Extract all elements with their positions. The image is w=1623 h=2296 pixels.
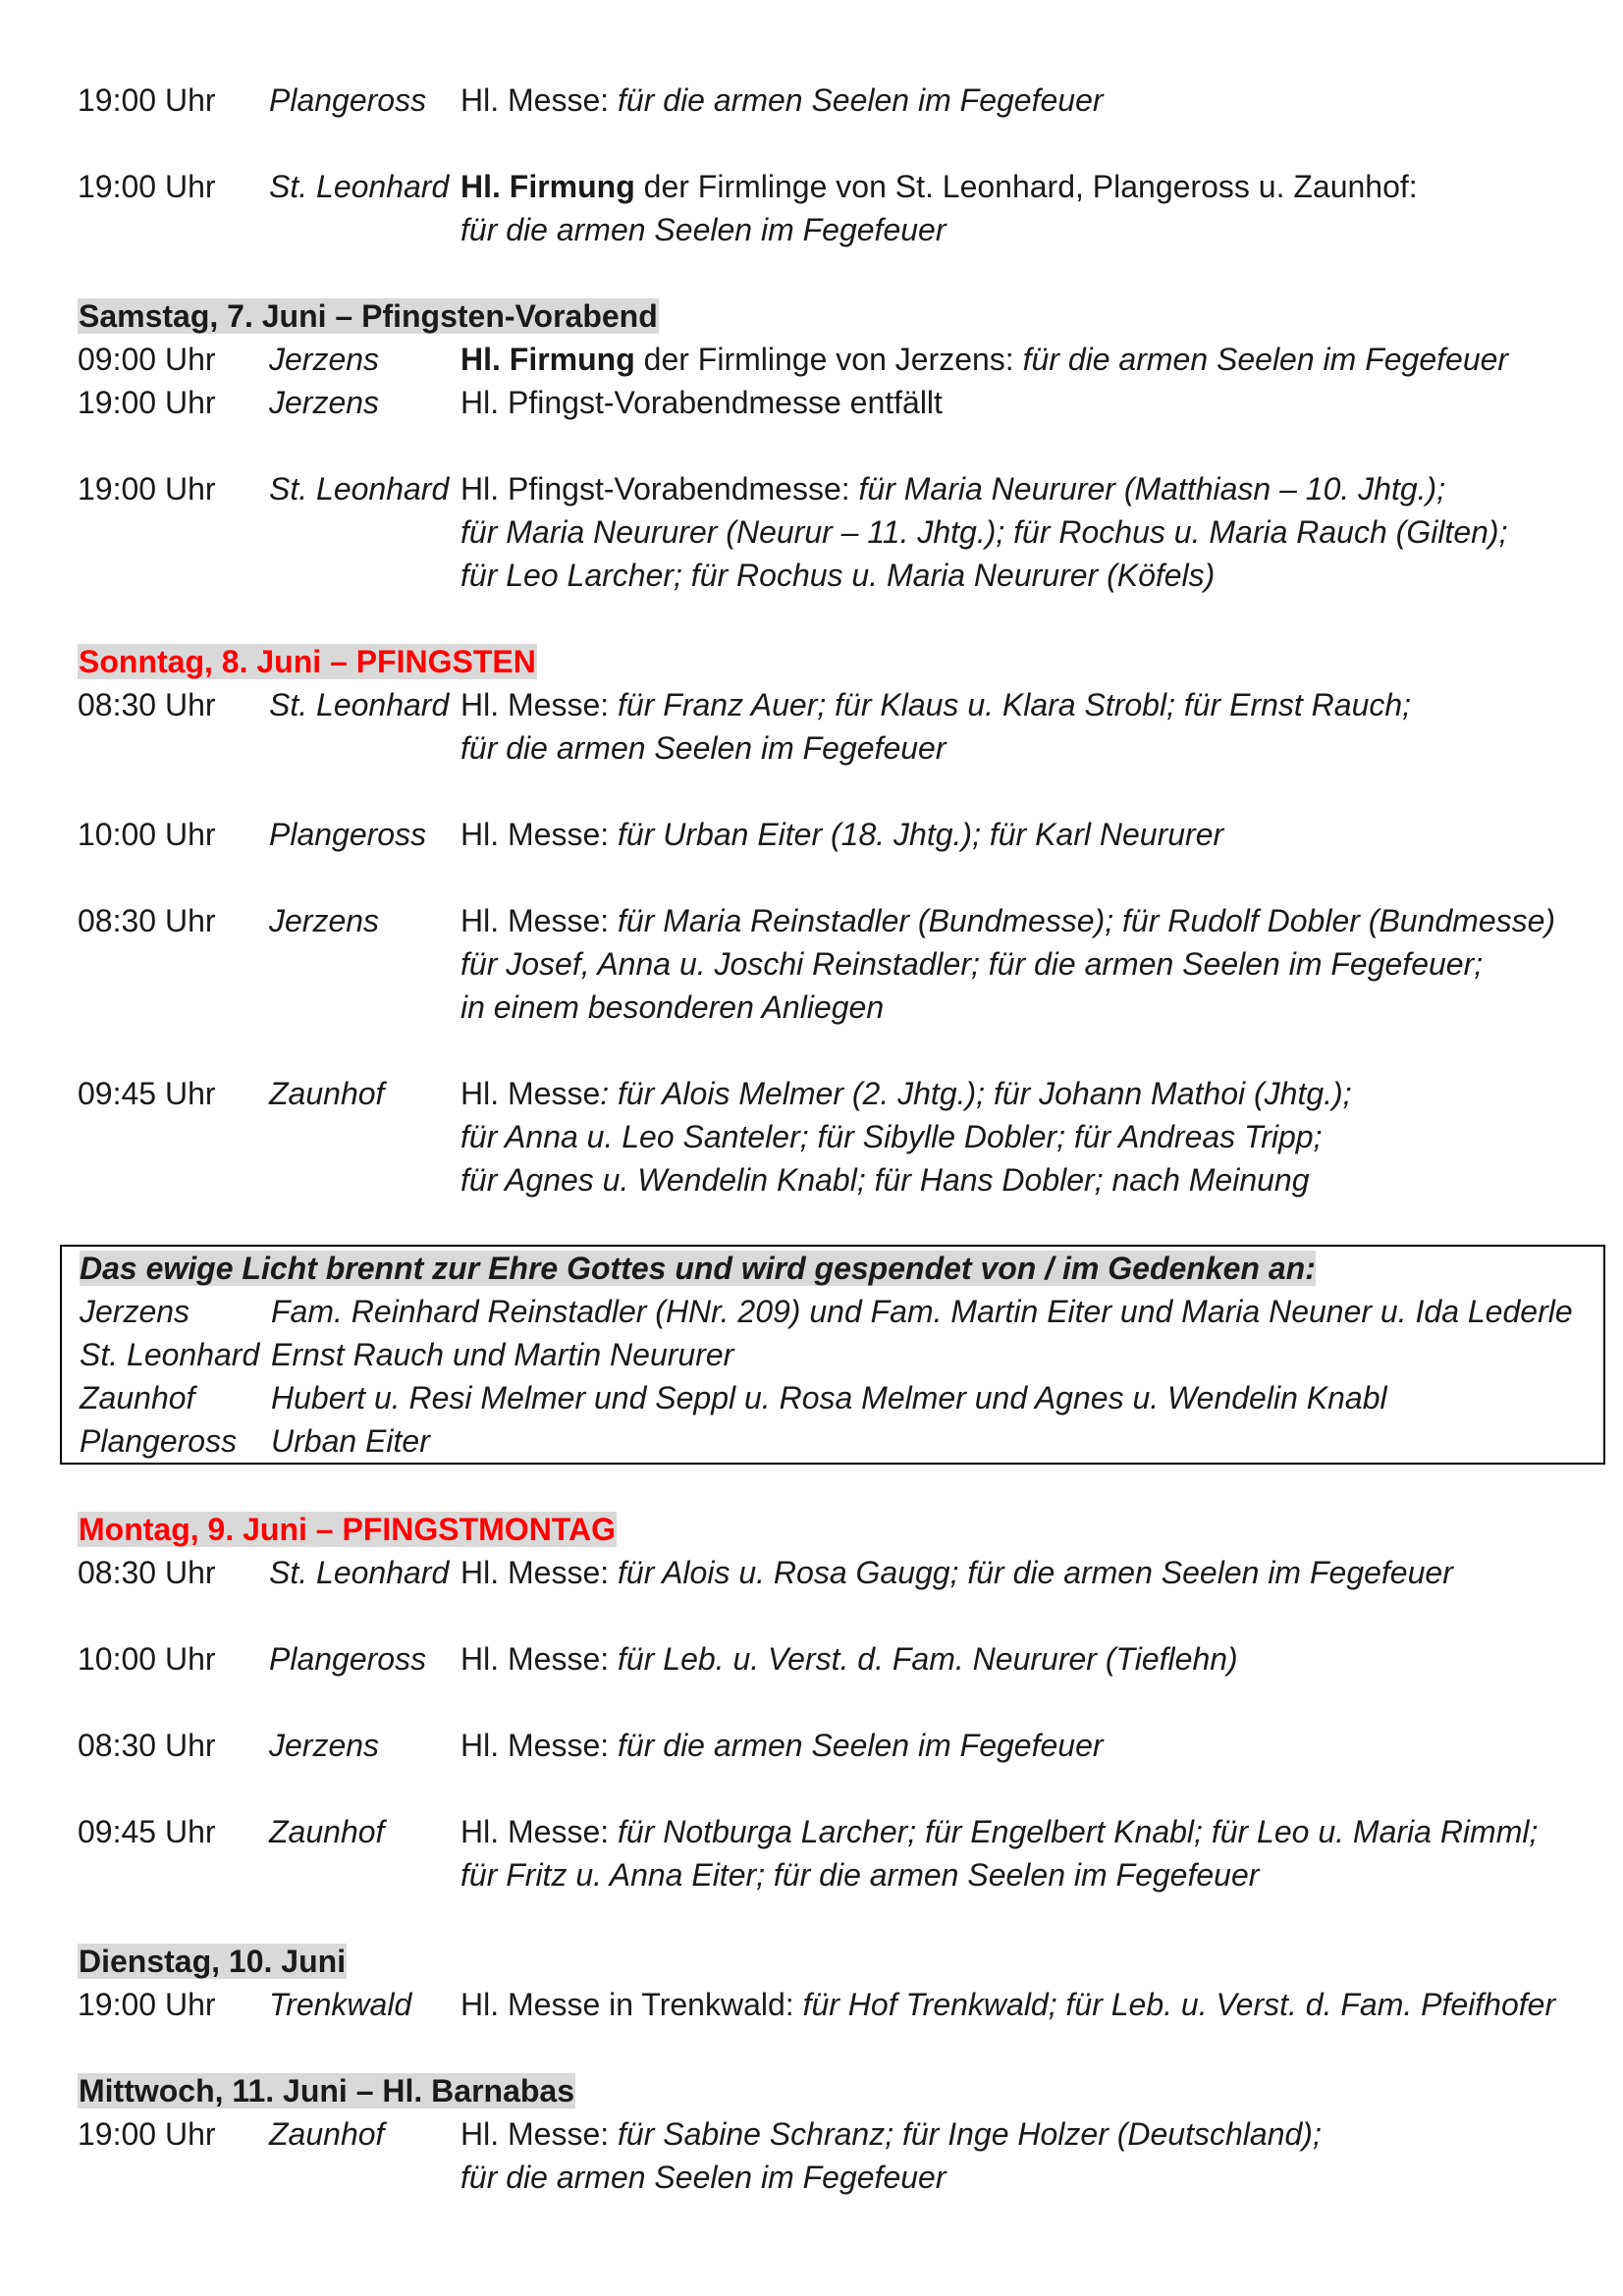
mass-entry-continuation — [78, 1853, 1590, 1896]
mass-entry-continuation — [78, 942, 1590, 986]
mass-entry — [78, 1983, 1590, 2026]
mass-location: St. Leonhard — [269, 1555, 450, 1590]
spacer — [78, 856, 1590, 899]
mass-intention: für Leo Larcher; für Rochus u. Maria Neururer (Köfels) — [460, 558, 1216, 593]
mass-intention: für die armen Seelen im Fegefeuer — [618, 82, 1104, 118]
mass-time: 08:30 Uhr — [78, 903, 216, 938]
mass-intention: für Josef, Anna u. Joschi Reinstadler; für die armen Seelen im Fegefeuer; — [460, 946, 1484, 982]
spacer — [78, 1029, 1590, 1072]
mass-entry — [78, 813, 1590, 856]
mass-description — [460, 1551, 1453, 1594]
mass-description — [460, 1983, 1555, 2026]
mass-description — [460, 467, 1445, 510]
mass-intention: für Fritz u. Anna Eiter; für die armen Seelen im Fegefeuer — [460, 1857, 1260, 1893]
mass-intention: für Notburga Larcher; für Engelbert Knabl; für Leo u. Maria Rimml; — [618, 1814, 1539, 1849]
mass-location: Plangeross — [269, 82, 427, 118]
mass-description — [460, 2156, 946, 2199]
mass-type: Hl. Messe: — [460, 2116, 619, 2152]
mass-time: 08:30 Uhr — [78, 687, 216, 722]
mass-type: Hl. Messe: — [460, 687, 619, 722]
mass-description — [460, 165, 1418, 208]
day-heading-text: Samstag, 7. Juni – Pfingsten-Vorabend — [79, 298, 658, 334]
spacer — [78, 122, 1590, 165]
mass-intention: für Alois u. Rosa Gaugg; für die armen Seelen im Fegefeuer — [618, 1555, 1453, 1590]
mass-location: St. Leonhard — [269, 687, 450, 722]
mass-entry-continuation — [78, 208, 1590, 251]
mass-description — [460, 986, 884, 1029]
mass-entry — [78, 2112, 1590, 2156]
mass-description — [460, 899, 1555, 942]
mass-location: Jerzens — [269, 1728, 380, 1763]
mass-time: 19:00 Uhr — [78, 169, 216, 204]
day-heading-text: Dienstag, 10. Juni — [79, 1944, 347, 1979]
day-heading — [78, 640, 1590, 683]
mass-entry-continuation — [78, 554, 1590, 597]
spacer — [78, 597, 1590, 640]
mass-intention: in einem besonderen Anliegen — [460, 989, 885, 1025]
mass-location: Jerzens — [269, 342, 380, 377]
eternal-light-location: Zaunhof — [80, 1380, 195, 1415]
eternal-light-heading-text: Das ewige Licht brennt zur Ehre Gottes und wird gespendet von / im Gedenken an: — [80, 1251, 1316, 1286]
mass-intention: für Agnes u. Wendelin Knabl; für Hans Dobler; nach Meinung — [460, 1162, 1310, 1198]
spacer — [78, 2026, 1590, 2069]
mass-type: Hl. Pfingst-Vorabendmesse entfällt — [460, 385, 943, 420]
mass-entry-continuation — [78, 1158, 1590, 1201]
mass-intention: für die armen Seelen im Fegefeuer — [1022, 342, 1509, 377]
mass-intention: für Maria Neururer (Matthiasn – 10. Jhtg.); — [858, 471, 1446, 507]
mass-description — [460, 1810, 1538, 1853]
mass-description — [460, 2112, 1322, 2156]
mass-entry — [78, 683, 1590, 726]
mass-description — [460, 683, 1411, 726]
mass-description — [460, 554, 1215, 597]
mass-entry — [78, 165, 1590, 208]
mass-description — [460, 942, 1483, 986]
mass-type-bold: Hl. Firmung — [460, 169, 635, 204]
mass-location: Plangeross — [269, 1641, 427, 1677]
spacer — [78, 1681, 1590, 1724]
mass-description — [460, 79, 1104, 122]
mass-description — [460, 381, 943, 424]
mass-entry — [78, 338, 1590, 381]
eternal-light-donors: Ernst Rauch und Martin Neururer — [271, 1337, 734, 1372]
mass-location: Jerzens — [269, 385, 380, 420]
spacer — [78, 770, 1590, 813]
eternal-light-row — [80, 1333, 1603, 1376]
eternal-light-box — [60, 1245, 1605, 1465]
day-heading — [78, 2069, 1590, 2112]
eternal-light-donors: Urban Eiter — [271, 1423, 430, 1459]
eternal-light-location: Plangeross — [80, 1423, 238, 1459]
mass-description — [460, 1115, 1322, 1158]
mass-entry — [78, 1637, 1590, 1681]
mass-type-bold: Hl. Firmung — [460, 342, 635, 377]
eternal-light-row — [80, 1376, 1603, 1419]
mass-entry — [78, 1724, 1590, 1767]
mass-intention: für Maria Neururer (Neurur – 11. Jhtg.); für Rochus u. Maria Rauch (Gilten); — [460, 514, 1508, 550]
mass-description — [460, 813, 1223, 856]
mass-entry — [78, 467, 1590, 510]
mass-time: 19:00 Uhr — [78, 82, 216, 118]
mass-entry — [78, 1551, 1590, 1594]
mass-entry-continuation — [78, 986, 1590, 1029]
mass-intention: für die armen Seelen im Fegefeuer — [460, 212, 947, 247]
spacer — [78, 424, 1590, 467]
eternal-light-donors: Fam. Reinhard Reinstadler (HNr. 209) und Fam. Martin Eiter und Maria Neuner u. Ida Lederle — [271, 1294, 1573, 1329]
parish-schedule-page — [78, 79, 1590, 2199]
mass-intention: für die armen Seelen im Fegefeuer — [460, 730, 947, 766]
spacer — [78, 1465, 1590, 1508]
mass-description — [460, 1853, 1259, 1896]
mass-time: 19:00 Uhr — [78, 471, 216, 507]
spacer — [78, 1594, 1590, 1637]
mass-entry-continuation — [78, 1115, 1590, 1158]
spacer — [78, 1201, 1590, 1245]
spacer — [78, 1896, 1590, 1940]
mass-time: 08:30 Uhr — [78, 1728, 216, 1763]
mass-intention: für Hof Trenkwald; für Leb. u. Verst. d. Fam. Pfeifhofer — [802, 1987, 1556, 2022]
mass-time: 09:45 Uhr — [78, 1814, 216, 1849]
day-heading — [78, 294, 1590, 338]
mass-description — [460, 1724, 1104, 1767]
mass-intention: für Leb. u. Verst. d. Fam. Neururer (Tieflehn) — [618, 1641, 1238, 1677]
mass-description — [460, 1158, 1310, 1201]
mass-type: Hl. Messe: — [460, 817, 619, 852]
day-heading-text: Mittwoch, 11. Juni – Hl. Barnabas — [79, 2073, 575, 2109]
mass-location: Zaunhof — [269, 2116, 385, 2152]
mass-intention: für Anna u. Leo Santeler; für Sibylle Dobler; für Andreas Tripp; — [460, 1119, 1323, 1154]
mass-location: Zaunhof — [269, 1814, 385, 1849]
day-heading — [78, 1940, 1590, 1983]
mass-location: Jerzens — [269, 903, 380, 938]
day-heading — [78, 1508, 1590, 1551]
mass-description — [460, 726, 946, 770]
mass-type: Hl. Messe: — [460, 903, 619, 938]
mass-entry-continuation — [78, 381, 1590, 424]
mass-type: Hl. Messe in Trenkwald: — [460, 1987, 803, 2022]
mass-location: St. Leonhard — [269, 471, 450, 507]
mass-type: Hl. Messe: — [460, 1728, 619, 1763]
mass-location: Plangeross — [269, 817, 427, 852]
mass-description — [460, 510, 1507, 554]
eternal-light-heading — [80, 1247, 1603, 1290]
day-heading-text: Sonntag, 8. Juni – PFINGSTEN — [79, 644, 536, 679]
mass-entry — [78, 899, 1590, 942]
mass-location: Zaunhof — [269, 1076, 385, 1111]
mass-type: der Firmlinge von Jerzens: — [634, 342, 1023, 377]
mass-entry — [78, 79, 1590, 122]
day-heading-text: Montag, 9. Juni – PFINGSTMONTAG — [79, 1512, 616, 1547]
eternal-light-location: Jerzens — [80, 1294, 190, 1329]
mass-time: 10:00 Uhr — [78, 817, 216, 852]
mass-intention: : für Alois Melmer (2. Jhtg.); für Johann Mathoi (Jhtg.); — [600, 1076, 1352, 1111]
mass-intention: für die armen Seelen im Fegefeuer — [618, 1728, 1104, 1763]
spacer — [78, 251, 1590, 294]
mass-type: Hl. Messe: — [460, 1555, 619, 1590]
mass-description — [460, 1072, 1352, 1115]
mass-entry-continuation — [78, 2156, 1590, 2199]
mass-type: Hl. Messe — [460, 1076, 601, 1111]
mass-type: Hl. Messe: — [460, 1641, 619, 1677]
spacer — [78, 1767, 1590, 1810]
mass-type: Hl. Pfingst-Vorabendmesse: — [460, 471, 859, 507]
mass-type: der Firmlinge von St. Leonhard, Plangeross u. Zaunhof: — [634, 169, 1418, 204]
mass-entry — [78, 1072, 1590, 1115]
eternal-light-donors: Hubert u. Resi Melmer und Seppl u. Rosa Melmer und Agnes u. Wendelin Knabl — [271, 1380, 1387, 1415]
mass-time: 19:00 Uhr — [78, 1987, 216, 2022]
mass-time: 09:45 Uhr — [78, 1076, 216, 1111]
mass-description — [460, 208, 946, 251]
eternal-light-row — [80, 1290, 1603, 1333]
mass-location: St. Leonhard — [269, 169, 450, 204]
eternal-light-row — [80, 1419, 1603, 1463]
mass-description — [460, 1637, 1238, 1681]
mass-intention: für Urban Eiter (18. Jhtg.); für Karl Neururer — [618, 817, 1224, 852]
mass-location: Trenkwald — [269, 1987, 412, 2022]
mass-time: 08:30 Uhr — [78, 1555, 216, 1590]
mass-type: Hl. Messe: — [460, 1814, 619, 1849]
mass-entry — [78, 1810, 1590, 1853]
mass-time: 10:00 Uhr — [78, 1641, 216, 1677]
mass-intention: für Maria Reinstadler (Bundmesse); für Rudolf Dobler (Bundmesse) — [618, 903, 1556, 938]
mass-type: Hl. Messe: — [460, 82, 619, 118]
mass-time: 19:00 Uhr — [78, 2116, 216, 2152]
mass-time: 19:00 Uhr — [78, 385, 216, 420]
mass-entry-continuation — [78, 726, 1590, 770]
mass-intention: für Franz Auer; für Klaus u. Klara Strobl; für Ernst Rauch; — [618, 687, 1412, 722]
mass-intention: für die armen Seelen im Fegefeuer — [460, 2160, 947, 2195]
mass-description — [460, 338, 1508, 381]
mass-entry-continuation — [78, 510, 1590, 554]
mass-time: 09:00 Uhr — [78, 342, 216, 377]
eternal-light-location: St. Leonhard — [80, 1337, 260, 1372]
mass-intention: für Sabine Schranz; für Inge Holzer (Deutschland); — [618, 2116, 1322, 2152]
